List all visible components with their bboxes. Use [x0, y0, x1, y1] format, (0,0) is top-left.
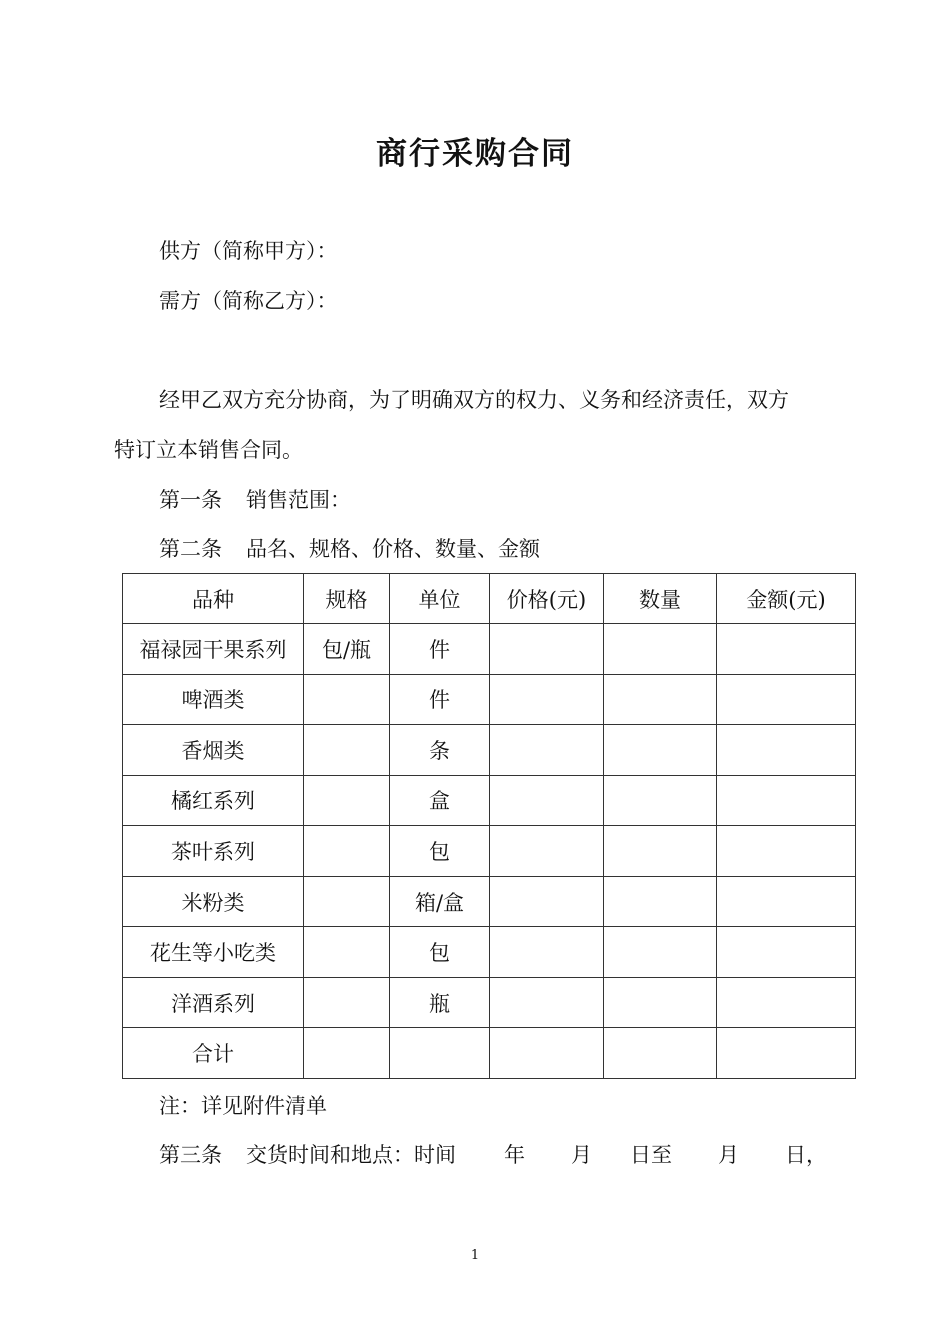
cell-quantity: [604, 927, 717, 978]
cell-unit: [390, 1028, 490, 1079]
header-price: 价格(元): [490, 574, 604, 624]
header-quantity: 数量: [604, 574, 717, 624]
cell-price: [490, 624, 604, 675]
article-3-day-to: 日至: [630, 1143, 672, 1167]
cell-price: [490, 876, 604, 927]
cell-variety: 茶叶系列: [123, 826, 304, 877]
article-3-month-2: 月: [718, 1143, 739, 1167]
cell-unit: 箱/盒: [390, 876, 490, 927]
cell-quantity: [604, 826, 717, 877]
cell-amount: [717, 624, 856, 675]
cell-quantity: [604, 876, 717, 927]
article-1: [159, 486, 351, 514]
table-row: [123, 977, 856, 1028]
cell-price: [490, 977, 604, 1028]
header-unit: 单位: [390, 574, 490, 624]
table-total-row: [123, 1028, 856, 1079]
cell-spec: [304, 1028, 390, 1079]
table-row: [123, 674, 856, 725]
cell-unit: 包: [390, 927, 490, 978]
header-spec: 规格: [304, 574, 390, 624]
cell-amount: [717, 775, 856, 826]
cell-price: [490, 725, 604, 776]
page-number: 1: [470, 1248, 480, 1263]
article-2-text: 品名、规格、价格、数量、金额: [246, 537, 540, 561]
intro-line-1: 经甲乙双方充分协商，为了明确双方的权力、义务和经济责任，双方: [159, 388, 789, 412]
cell-variety: 合计: [123, 1028, 304, 1079]
cell-spec: 包/瓶: [304, 624, 390, 675]
table-row: [123, 927, 856, 978]
cell-quantity: [604, 674, 717, 725]
table-note: 注：详见附件清单: [159, 1094, 327, 1118]
cell-variety: 米粉类: [123, 876, 304, 927]
table-row: [123, 624, 856, 675]
article-3-year: 年: [504, 1143, 525, 1167]
article-3-day-2: 日，: [785, 1143, 827, 1167]
goods-table: [122, 573, 856, 1079]
cell-spec: [304, 725, 390, 776]
table-row: [123, 775, 856, 826]
cell-price: [490, 1028, 604, 1079]
cell-unit: 瓶: [390, 977, 490, 1028]
header-variety: 品种: [123, 574, 304, 624]
buyer-line: 需方（简称乙方）：: [159, 289, 338, 313]
cell-quantity: [604, 725, 717, 776]
cell-unit: 件: [390, 674, 490, 725]
document-title: 商行采购合同: [376, 136, 574, 172]
supplier-line: 供方（简称甲方）：: [159, 239, 338, 263]
cell-variety: 香烟类: [123, 725, 304, 776]
cell-spec: [304, 674, 390, 725]
cell-quantity: [604, 977, 717, 1028]
cell-spec: [304, 927, 390, 978]
article-2-label: 第二条: [159, 537, 222, 561]
article-3-label: 第三条: [159, 1143, 222, 1167]
intro-line-2: 特订立本销售合同。: [114, 438, 303, 462]
table-header-row: [123, 574, 856, 624]
cell-amount: [717, 876, 856, 927]
cell-amount: [717, 1028, 856, 1079]
cell-variety: 橘红系列: [123, 775, 304, 826]
article-2: [159, 535, 540, 563]
article-3-month: 月: [571, 1143, 592, 1167]
article-3: [159, 1141, 827, 1169]
cell-spec: [304, 876, 390, 927]
cell-price: [490, 826, 604, 877]
cell-quantity: [604, 775, 717, 826]
cell-spec: [304, 775, 390, 826]
article-3-text: 交货时间和地点：时间: [246, 1143, 456, 1167]
cell-unit: 盒: [390, 775, 490, 826]
cell-unit: 件: [390, 624, 490, 675]
cell-unit: 条: [390, 725, 490, 776]
article-1-label: 第一条: [159, 488, 222, 512]
cell-amount: [717, 826, 856, 877]
header-amount: 金额(元): [717, 574, 856, 624]
cell-amount: [717, 927, 856, 978]
article-1-text: 销售范围：: [246, 488, 351, 512]
cell-spec: [304, 826, 390, 877]
cell-amount: [717, 674, 856, 725]
cell-quantity: [604, 624, 717, 675]
table-row: [123, 725, 856, 776]
cell-amount: [717, 725, 856, 776]
cell-price: [490, 775, 604, 826]
cell-spec: [304, 977, 390, 1028]
table-row: [123, 876, 856, 927]
cell-amount: [717, 977, 856, 1028]
cell-price: [490, 674, 604, 725]
cell-quantity: [604, 1028, 717, 1079]
cell-price: [490, 927, 604, 978]
cell-variety: 花生等小吃类: [123, 927, 304, 978]
cell-unit: 包: [390, 826, 490, 877]
table-row: [123, 826, 856, 877]
cell-variety: 洋酒系列: [123, 977, 304, 1028]
cell-variety: 福禄园干果系列: [123, 624, 304, 675]
cell-variety: 啤酒类: [123, 674, 304, 725]
